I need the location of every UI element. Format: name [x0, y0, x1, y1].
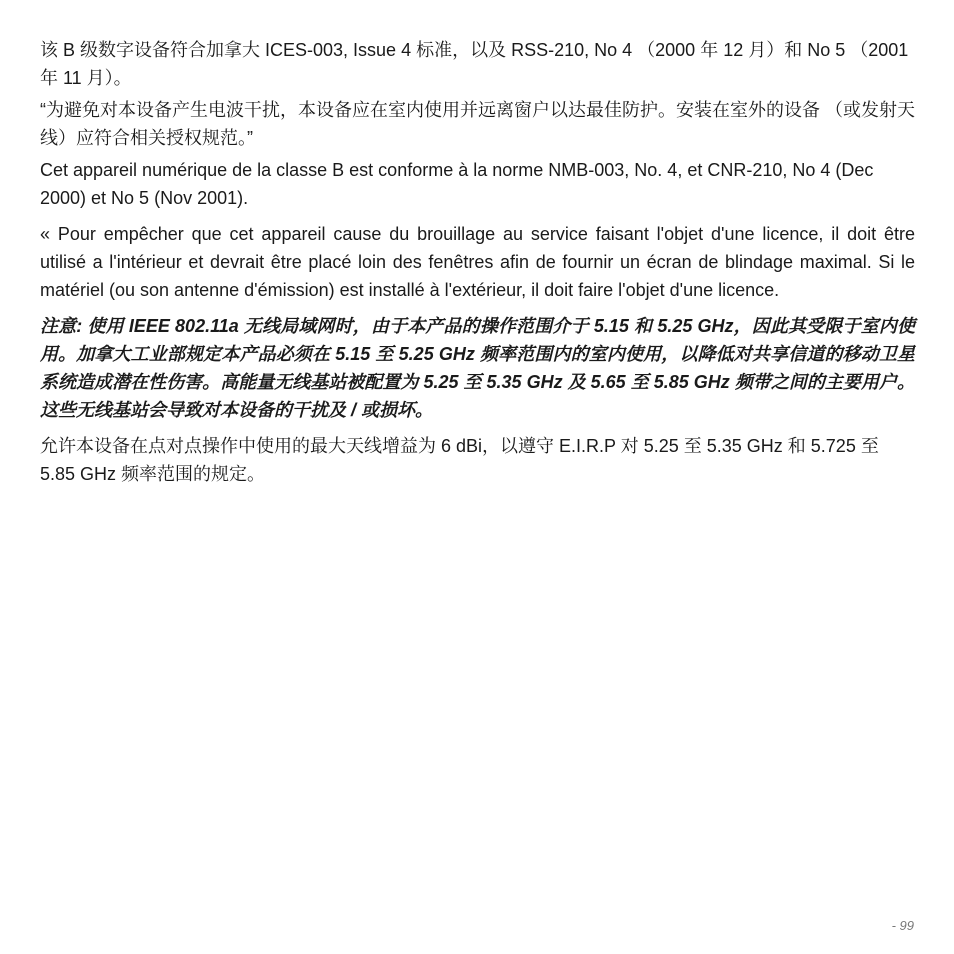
paragraph-ices-compliance-zh: 该 B 级数字设备符合加拿大 ICES-003, Issue 4 标准，以及 RSS-210, No 4 （2000 年 12 月）和 No 5 （2001 年 11 月）。 — [40, 40, 909, 88]
paragraph-licence-warning-fr: « Pour empêcher que cet appareil cause du brouillage au service faisant l'objet d'une licence, il doit être utilisé a l'intérieur et devrait être placé loin des fenêtres afin de fournir un écran de blindage maximal. Si le matériel (ou son antenne d'émission) est installé à l'extérieur, il doit faire l'objet d'une licence. — [40, 224, 915, 300]
document-body — [40, 36, 915, 488]
paragraph-antenna-gain-zh: 允许本设备在点对点操作中使用的最大天线增益为 6 dBi，以遵守 E.I.R.P 对 5.25 至 5.35 GHz 和 5.725 至 5.85 GHz 频率范围的规定。 — [40, 436, 879, 484]
paragraph-interference-warning-zh: “为避免对本设备产生电波干扰，本设备应在室内使用并远离窗户以达最佳防护。安装在室外的设备 （或发射天线）应符合相关授权规范。” — [40, 100, 915, 148]
page-number: - 99 — [891, 918, 914, 933]
paragraph-nmb-compliance-fr: Cet appareil numérique de la classe B est conforme à la norme NMB-003, No. 4, et CNR-210, No 4 (Dec 2000) et No 5 (Nov 2001). — [40, 160, 874, 208]
paragraph-wlan-caution-zh: 注意: 使用 IEEE 802.11a 无线局域网时，由于本产品的操作范围介于 5.15 和 5.25 GHz，因此其受限于室内使用。加拿大工业部规定本产品必须在 5.15 至 5.25 GHz 频率范围内的室内使用，以降低对共享信道的移动卫星系统造成潜在性伤害。高能量无线基站被配置为 5.25 至 5.35 GHz 及 5.65 至 5.85 GHz 频带之间的主要用户。这些无线基站会导致对本设备的干扰及 / 或损坏。 — [40, 316, 915, 420]
